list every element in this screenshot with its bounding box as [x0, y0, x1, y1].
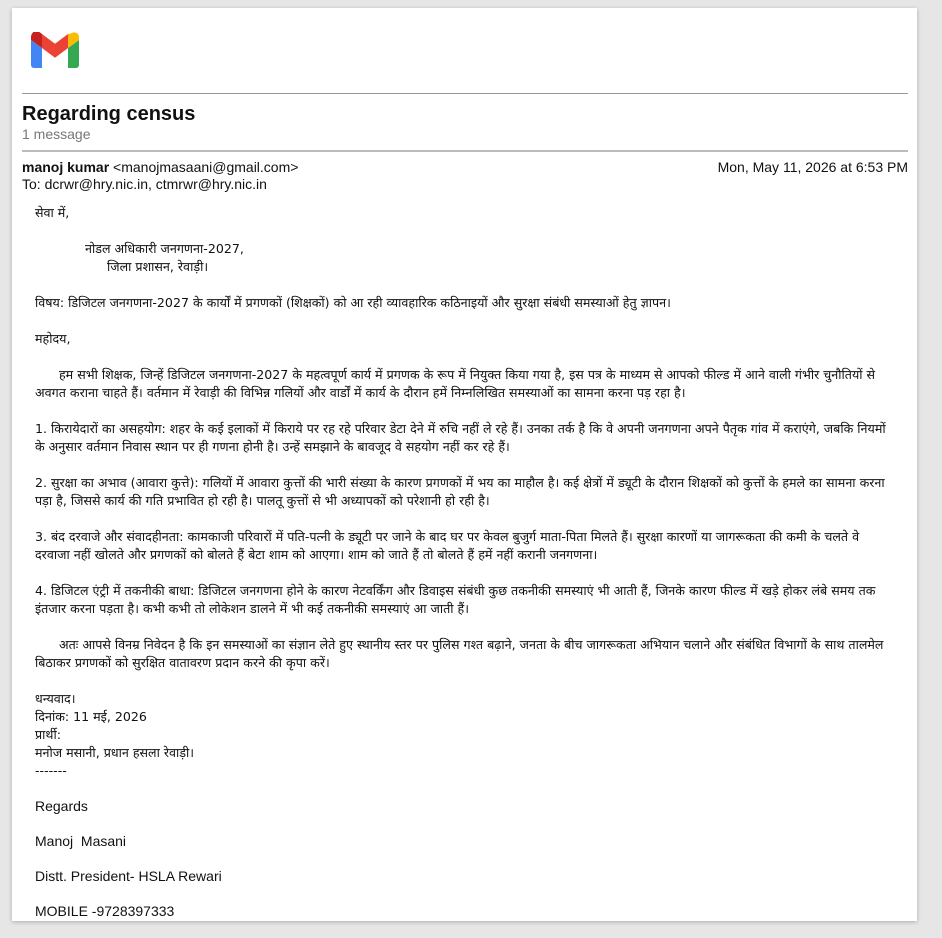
header-divider	[22, 93, 908, 94]
message-count: 1 message	[22, 126, 91, 142]
recipients: To: dcrwr@hry.nic.in, ctmrwr@hry.nic.in	[22, 176, 267, 192]
applicant-name: मनोज मसानी, प्रधान हसला रेवाड़ी।	[35, 745, 195, 760]
thanks: धन्यवाद।	[35, 691, 76, 706]
salutation: सेवा में,	[35, 205, 70, 220]
email-print-page	[12, 8, 917, 921]
sender-email: <manojmasaani@gmail.com>	[113, 159, 299, 175]
signature-mobile: MOBILE -9728397333	[35, 903, 175, 919]
signature-name: Manoj Masani	[35, 833, 127, 849]
addressee-line-2: जिला प्रशासन, रेवाड़ी।	[107, 259, 209, 274]
message-body	[35, 204, 897, 938]
gmail-logo-icon	[31, 32, 79, 68]
applicant-label: प्रार्थी:	[35, 727, 61, 742]
greeting: महोदय,	[35, 331, 71, 346]
intro-paragraph: हम सभी शिक्षक, जिन्हें डिजिटल जनगणना-2027 के महत्वपूर्ण कार्य में प्रगणक के रूप में नियुक्त किया गया है, इस पत्र के माध्यम से आपको फील्ड में आने वाली गंभीर चुनौतियों से अवगत कराना चाहते हैं। वर्तमान में रेवाड़ी की विभिन्न गलियों और वार्डों में कार्य के दौरान हमें निम्नलिखित समस्याओं का सामना करना पड़ रहा है।	[35, 367, 876, 400]
point-2: 2. सुरक्षा का अभाव (आवारा कुत्ते): गलियों में आवारा कुत्तों की भारी संख्या के कारण प्रगणकों में भय का माहौल है। कई क्षेत्रों में ड्यूटी के दौरान शिक्षकों को कुत्तों के हमले का सामना करना पड़ा है, जिससे कार्य की गति प्रभावित हो रही है। पालतू कुत्तों से भी अध्यापकों को परेशानी हो रही है।	[35, 475, 885, 508]
addressee-line-1: नोडल अधिकारी जनगणना-2027,	[85, 241, 244, 256]
date-line: दिनांक: 11 मई, 2026	[35, 709, 147, 724]
sender-name: manoj kumar	[22, 159, 110, 175]
signature-block	[35, 798, 897, 920]
signature-regards: Regards	[35, 798, 88, 814]
request-paragraph: अतः आपसे विनम्र निवेदन है कि इन समस्याओं का संज्ञान लेते हुए स्थानीय स्तर पर पुलिस गश्त बढ़ाने, जनता के बीच जागरूकता अभियान चलाने और संबंधित विभागों के साथ तालमेल बिठाकर प्रगणकों को सुरक्षित वातावरण प्रदान करने की कृपा करें।	[35, 637, 884, 670]
closing-block	[35, 690, 897, 780]
point-3: 3. बंद दरवाजे और संवादहीनता: कामकाजी परिवारों में पति-पत्नी के ड्यूटी पर जाने के बाद घर पर केवल बुजुर्ग माता-पिता मिलते हैं। सुरक्षा कारणों या जागरूकता की कमी के चलते वे दरवाजा नहीं खोलते और प्रगणकों को बोलते हैं बेटा शाम को आएगा। शाम को जाते हैं तो बोलते हैं हमें नहीं करानी जनगणना।	[35, 529, 860, 562]
separator: -------	[35, 763, 67, 778]
signature-title: Distt. President- HSLA Rewari	[35, 868, 222, 884]
point-1: 1. किरायेदारों का असहयोग: शहर के कई इलाकों में किराये पर रह रहे परिवार डेटा देने में रुचि नहीं ले रहे हैं। उनका तर्क है कि वे अपनी जनगणना अपने पैतृक गांव में कराएंगे, जबकि नियमों के अनुसार वर्तमान निवास स्थान पर ही गणना होनी है। उन्हें समझाने के बावजूद वे सहयोग नहीं कर रहे हैं।	[35, 421, 886, 454]
message-divider	[22, 150, 908, 152]
sender	[22, 159, 298, 175]
subject-line: विषय: डिजिटल जनगणना-2027 के कार्यों में प्रगणकों (शिक्षकों) को आ रही व्यावहारिक कठिनाइयों और सुरक्षा संबंधी समस्याओं हेतु ज्ञापन।	[35, 295, 671, 310]
point-4: 4. डिजिटल एंट्री में तकनीकी बाधा: डिजिटल जनगणना होने के कारण नेटवर्किंग और डिवाइस संबंधी कुछ तकनीकी समस्याएं भी आती हैं, जिनके कारण फील्ड में खड़े होकर लंबे समय तक इंतजार करना पड़ता है। कभी कभी तो लोकेशन डालने में भी कई तकनीकी समस्याएं आ जाती हैं।	[35, 583, 876, 616]
email-subject: Regarding census	[22, 103, 196, 125]
message-date: Mon, May 11, 2026 at 6:53 PM	[717, 159, 908, 175]
